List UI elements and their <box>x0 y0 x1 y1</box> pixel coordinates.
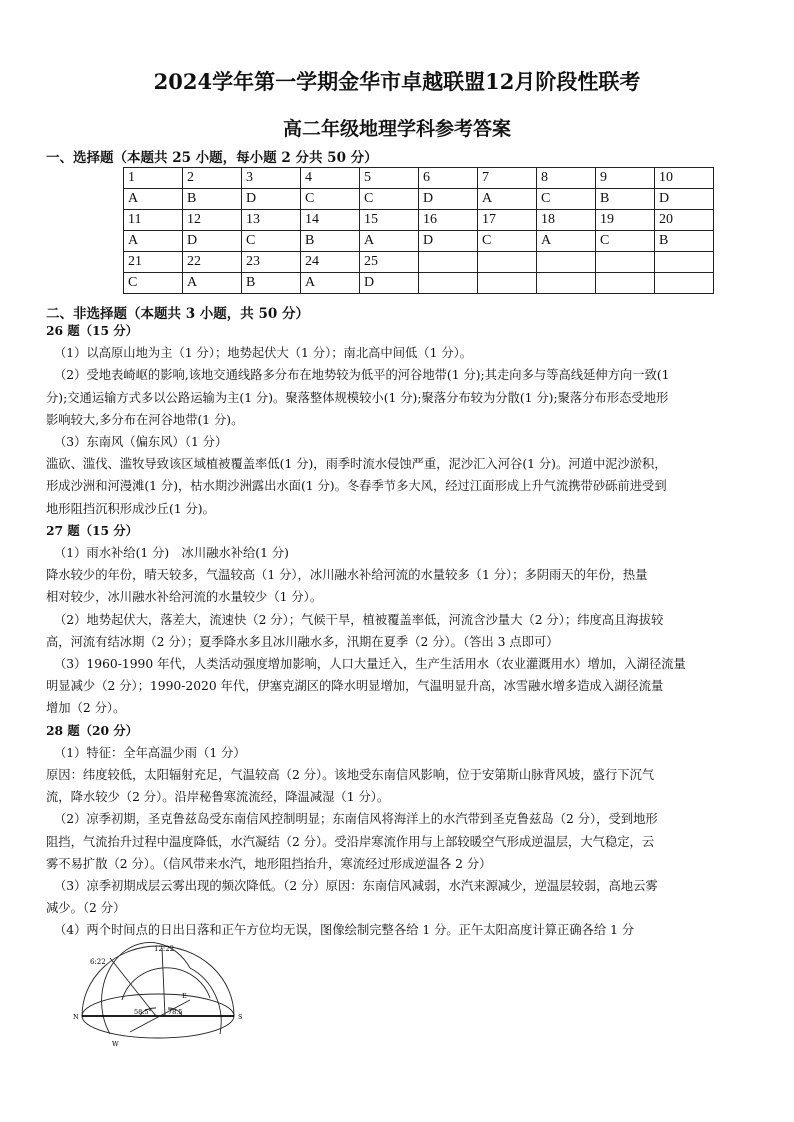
answer-table-cell: D <box>242 189 301 210</box>
answer-table-cell: 4 <box>301 168 360 189</box>
west-label: W <box>112 1040 119 1048</box>
page-title: 2024学年第一学期金华市卓越联盟12月阶段性联考 <box>153 69 641 94</box>
answer-table-cell: 9 <box>596 168 655 189</box>
answer-table-cell <box>478 273 537 294</box>
answer-table-cell <box>478 252 537 273</box>
sun-path-1b <box>190 968 221 1034</box>
page-subtitle: 高二年级地理学科参考答案 <box>282 118 511 140</box>
answer-line: （2）受地表崎岖的影响,该地交通线路多分布在地势较为低平的河谷地带(1 分);其走向多与等高线延伸方向一致(1 <box>54 368 670 383</box>
answer-table-cell: 24 <box>301 252 360 273</box>
time-label-1: 6:22 <box>90 958 106 966</box>
answer-table-cell: B <box>183 189 242 210</box>
answer-table-cell: 15 <box>360 210 419 231</box>
answer-table-cell: C <box>301 189 360 210</box>
answer-table-cell: 1 <box>124 168 183 189</box>
answer-table-cell <box>419 273 478 294</box>
answer-table-cell: A <box>183 273 242 294</box>
answer-table-cell: 20 <box>655 210 714 231</box>
answer-line: 形成沙洲和河漫滩(1 分)，枯水期沙洲露出水面(1 分)。冬春季节多大风，经过江面形成上升气流携带砂砾前进受到 <box>46 479 667 494</box>
answer-table-cell: B <box>655 231 714 252</box>
answer-table-cell: D <box>360 273 419 294</box>
sun-path-1 <box>102 942 190 1034</box>
answer-table-cell <box>419 252 478 273</box>
answer-table-cell: D <box>655 189 714 210</box>
answer-table-cell: B <box>242 273 301 294</box>
section-heading-choice: 一、选择题（本题共 25 小题，每小题 2 分共 50 分） <box>46 150 378 166</box>
answer-table-cell: B <box>301 231 360 252</box>
answer-table-cell: 17 <box>478 210 537 231</box>
answer-table-cell: 23 <box>242 252 301 273</box>
answer-line: 阻挡，气流抬升过程中温度降低，水汽凝结（2 分）。受沿岸寒流作用与上部较暖空气形成逆温层，大气稳定，云 <box>46 834 655 849</box>
answer-line: （3）1960-1990 年代，人类活动强度增加影响，人口大量迁入，生产生活用水（农业灌溉用水）增加，入湖径流量 <box>54 657 686 672</box>
answer-table-cell: C <box>360 189 419 210</box>
answer-line: （2）凉季初期，圣克鲁兹岛受东南信风控制明显；东南信风将海洋上的水汽带到圣克鲁兹岛（2 分），受到地形 <box>54 812 658 827</box>
answer-table-row <box>124 252 714 273</box>
section-heading-nonchoice: 二、非选择题（本题共 3 小题，共 50 分） <box>46 306 309 322</box>
angle-label-2: 78.5 <box>168 1008 183 1016</box>
answer-line: （4）两个时间点的日出日落和正午方位均无误，图像绘制完整各给 1 分。正午太阳高度计算正确各给 1 分 <box>54 923 635 938</box>
answer-table-cell: A <box>301 273 360 294</box>
answer-table-cell: 2 <box>183 168 242 189</box>
answer-line: （1）特征：全年高温少雨（1 分） <box>54 745 246 760</box>
answer-line: 地形阻挡沉积形成沙丘(1 分)。 <box>46 501 215 516</box>
answer-table-cell: D <box>183 231 242 252</box>
north-label: N <box>73 1013 79 1021</box>
answer-table-cell: D <box>419 189 478 210</box>
answer-text <box>46 320 746 942</box>
question-heading: 26 题（15 分） <box>46 323 138 338</box>
answer-table-cell: C <box>537 189 596 210</box>
answer-table-row <box>124 189 714 210</box>
answer-line: 流，降水较少（2 分）。沿岸秘鲁寒流流经，降温减湿（1 分）。 <box>46 790 390 805</box>
answer-line: 减少。（2 分） <box>46 901 126 916</box>
answer-table-cell: 16 <box>419 210 478 231</box>
answer-table-row <box>124 168 714 189</box>
answer-table-cell <box>655 252 714 273</box>
answer-table-cell <box>596 273 655 294</box>
answer-line: 相对较少，冰川融水补给河流的水量较少（1 分）。 <box>46 590 323 605</box>
answer-line: （3）凉季初期成层云雾出现的频次降低。（2 分）原因：东南信风减弱，水汽来源减少，逆温层较弱，高地云雾 <box>54 879 658 894</box>
answer-table-cell: 13 <box>242 210 301 231</box>
answer-table-cell: A <box>537 231 596 252</box>
answer-table-cell: A <box>360 231 419 252</box>
answer-table-cell: 21 <box>124 252 183 273</box>
answer-table-cell: 25 <box>360 252 419 273</box>
answer-table-cell: C <box>478 231 537 252</box>
answer-table-cell: 3 <box>242 168 301 189</box>
answer-table-cell: A <box>124 231 183 252</box>
answer-table-cell: A <box>124 189 183 210</box>
answer-line: 分);交通运输方式多以公路运输为主(1 分)。聚落整体规模较小(1 分);聚落分布较为分散(1 分);聚落分布形态受地形 <box>46 390 669 405</box>
answer-line: 影响较大,多分布在河谷地带(1 分)。 <box>46 412 244 427</box>
answer-line: 高，河流有结冰期（2 分）；夏季降水多且冰川融水多，汛期在夏季（2 分）。（答出 3 点即可） <box>46 634 559 649</box>
answer-table-cell: C <box>242 231 301 252</box>
answer-table <box>123 167 714 294</box>
angle-label-1: 58.5° <box>134 1008 152 1016</box>
answer-table-cell: C <box>596 231 655 252</box>
sun-ray-2 <box>162 948 165 1016</box>
answer-line: （3）东南风（偏东风）（1 分） <box>54 435 228 450</box>
answer-table-row <box>124 231 714 252</box>
answer-table-cell: 12 <box>183 210 242 231</box>
answer-table-cell: 14 <box>301 210 360 231</box>
answer-line: （1）雨水补给(1 分) 冰川融水补给(1 分) <box>54 546 289 561</box>
answer-table-cell: 22 <box>183 252 242 273</box>
answer-table-cell: C <box>124 273 183 294</box>
question-heading: 27 题（15 分） <box>46 522 138 538</box>
answer-table-cell: 7 <box>478 168 537 189</box>
answer-line: 明显减少（2 分）；1990-2020 年代，伊塞克湖区的降水明显增加，气温明显升高，冰雪融水增多造成入湖径流量 <box>46 679 664 694</box>
answer-table-cell <box>596 252 655 273</box>
east-label: E <box>182 992 187 1000</box>
answer-table-cell <box>537 273 596 294</box>
time-label-2: 12:22 <box>154 945 175 953</box>
answer-line: 降水较少的年份，晴天较多，气温较高（1 分），冰川融水补给河流的水量较多（1 分）；多阴雨天的年份，热量 <box>46 568 648 583</box>
question-heading: 28 题（20 分） <box>46 722 138 738</box>
answer-table-cell: 10 <box>655 168 714 189</box>
sun-path-diagram <box>70 938 250 1056</box>
answer-table-cell: 19 <box>596 210 655 231</box>
answer-table-cell: A <box>478 189 537 210</box>
answer-table-cell: 18 <box>537 210 596 231</box>
south-label: S <box>238 1013 243 1021</box>
answer-table-cell <box>537 252 596 273</box>
answer-table-cell: 11 <box>124 210 183 231</box>
answer-table-cell <box>655 273 714 294</box>
answer-table-cell: 5 <box>360 168 419 189</box>
answer-line: 雾不易扩散（2 分）。（信风带来水汽，地形阻挡抬升，寒流经过形成逆温各 2 分） <box>46 856 492 871</box>
answer-line: 增加（2 分）。 <box>46 701 126 716</box>
answer-line: （2）地势起伏大，落差大，流速快（2 分）；气候干旱，植被覆盖率低，河流含沙量大（2 分）；纬度高且海拔较 <box>54 612 664 627</box>
answer-table-cell: 6 <box>419 168 478 189</box>
answer-line: 原因：纬度较低，太阳辐射充足，气温较高（2 分）。该地受东南信风影响，位于安第斯山脉背风坡，盛行下沉气 <box>46 768 655 783</box>
answer-table-cell: 8 <box>537 168 596 189</box>
answer-table-cell: B <box>596 189 655 210</box>
answer-table-cell: D <box>419 231 478 252</box>
answer-table-row <box>124 273 714 294</box>
answer-line: （1）以高原山地为主（1 分）；地势起伏大（1 分）；南北高中间低（1 分）。 <box>54 346 473 361</box>
answer-table-row <box>124 210 714 231</box>
answer-line: 滥砍、滥伐、滥牧导致该区域植被覆盖率低(1 分)，雨季时流水侵蚀严重，泥沙汇入河谷(1 分)。河道中泥沙淤积， <box>46 457 667 472</box>
